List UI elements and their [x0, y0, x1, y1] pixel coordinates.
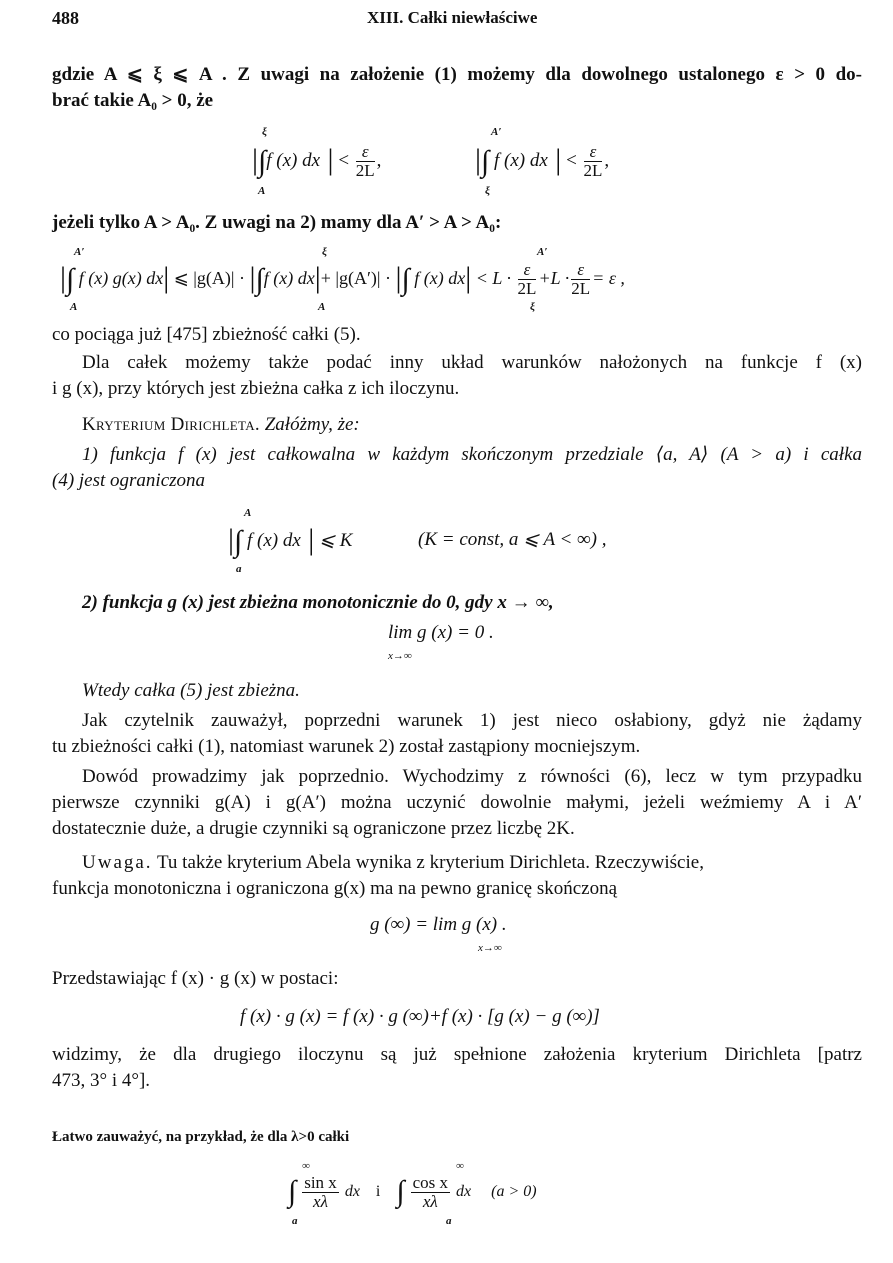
paragraph-line: 473, 3° i 4°].: [52, 1070, 151, 1091]
integral-lower-limit: a: [292, 1215, 298, 1227]
paragraph-line: Dowód prowadzimy jak poprzednio. Wychodzimy z równości (6), lecz w tym przypadku: [82, 766, 862, 787]
fraction-numerator: ε: [356, 143, 375, 162]
integral-upper-limit: A: [244, 507, 252, 519]
fraction-denominator: xλ: [422, 1191, 438, 1211]
integrand: f (x) dx: [414, 268, 466, 288]
bound-condition: (K = const, a ⩽ A < ∞) ,: [418, 529, 607, 550]
integral-lower-limit: a: [236, 563, 242, 575]
integrand: f (x) dx: [246, 530, 301, 551]
paragraph-line: Łatwo zauważyć, na przykład, że dla λ>0 całki: [52, 1129, 350, 1145]
parameter-condition: (a > 0): [491, 1183, 537, 1200]
limit-equation: g (∞) = lim g (x) .: [370, 914, 507, 935]
relation: <: [338, 150, 350, 171]
paragraph-line: Przedstawiając f (x) · g (x) w postaci:: [52, 968, 339, 989]
paragraph-line: Jak czytelnik zauważył, poprzedni warunek 1) jest nieco osłabiony, gdyż nie żądamy: [82, 710, 862, 731]
equation-left-part: |∫f (x) dx | < $\frac{\varepsilon}{2L}$ ,: [252, 142, 382, 181]
relation: + |g(A′)| ·: [320, 268, 391, 288]
page-number: 488: [52, 8, 79, 28]
remark-title: Uwaga.: [82, 852, 153, 873]
fraction-numerator: ε: [571, 261, 590, 280]
fraction-denominator: 2L: [571, 279, 591, 299]
equation-chain: |∫ f (x) g(x) dx| ⩽ |g(A)| · |∫f (x) dx|+ |g(A′)| · |∫ f (x) dx| < L · $\frac{\varepsilon}{2L}$ +L · $\frac{\varepsilon}{2L}$ = ε ,: [60, 260, 625, 299]
fraction-denominator: 2L: [517, 279, 537, 299]
integral-upper-limit: ξ: [322, 246, 327, 258]
paragraph-line: jeżeli tylko A > A₀. Z uwagi na 2) mamy dla A′ > A > A₀:: [52, 212, 502, 233]
remark-line: [52, 850, 892, 876]
criterion-intro: Załóżmy, że:: [264, 414, 360, 435]
relation: +L ·: [538, 268, 570, 288]
fraction-denominator: 2L: [583, 161, 603, 181]
limit-subscript: x→∞: [388, 650, 412, 662]
integral-upper-limit: A′: [74, 246, 85, 258]
fraction-denominator: xλ: [313, 1191, 328, 1211]
condition-line: 1) funkcja f (x) jest całkowalna w każdym skończonym przedziale ⟨a, A⟩ (A > a) i całka: [82, 444, 862, 465]
condition-line: 2) funkcja g (x) jest zbieżna monotonicznie do 0, gdy x → ∞,: [82, 592, 554, 613]
paragraph-line: funkcja monotoniczna i ograniczona g(x) ma na pewno granicę skończoną: [52, 878, 618, 899]
paragraph-line: gdzie A ⩽ ξ ⩽ A . Z uwagi na założenie (1) możemy dla dowolnego ustalonego ε > 0 do-: [52, 64, 862, 85]
integrand: f (x) g(x) dx: [78, 268, 164, 288]
integral-upper-limit: A′: [491, 126, 502, 138]
paragraph-line: brać takie A₀ > 0, że: [52, 90, 214, 111]
conjunction: i: [375, 1183, 381, 1200]
integral-lower-limit: ξ: [485, 185, 490, 197]
integral-upper-limit: A′: [537, 246, 548, 258]
decomposition-equation: f (x) · g (x) = f (x) · g (∞)+f (x) · [g (x) − g (∞)]: [240, 1006, 600, 1027]
integral-lower-limit: A: [318, 301, 326, 313]
paragraph-line: pierwsze czynniki g(A) i g(A′) można uczynić dowolnie małymi, jeżeli weźmiemy A i A′: [52, 792, 862, 813]
relation: ⩽ K: [319, 530, 353, 551]
integrand: f (x) dx: [266, 150, 321, 171]
equation-right-part: |∫ f (x) dx | < $\frac{\varepsilon}{2L}$ ,: [475, 142, 610, 181]
differential: dx: [456, 1183, 472, 1200]
paragraph-line: dostatecznie duże, a drugie czynniki są ograniczone przez liczbę 2K.: [52, 818, 575, 839]
integral-lower-limit: A: [258, 185, 266, 197]
integral-upper-limit: ξ: [262, 126, 267, 138]
fraction-numerator: ε: [584, 143, 603, 162]
fraction-numerator: sin x: [304, 1172, 337, 1192]
paragraph-line: widzimy, że dla drugiego iloczynu są już spełnione założenia kryterium Dirichleta [patrz: [52, 1044, 862, 1065]
integral-lower-limit: ξ: [530, 301, 535, 313]
condition-line: (4) jest ograniczona: [52, 470, 206, 491]
bounded-integral: |∫ f (x) dx | ⩽ K: [228, 523, 353, 558]
paragraph-line: tu zbieżności całki (1), natomiast warunek 2) został zastąpiony mocniejszym.: [52, 736, 641, 757]
paragraph-line: i g (x), przy których jest zbieżna całka z ich iloczynu.: [52, 378, 460, 399]
conclusion: Wtedy całka (5) jest zbieżna.: [82, 680, 300, 701]
fraction-denominator: 2L: [355, 161, 375, 181]
relation: ⩽ |g(A)| ·: [173, 268, 245, 288]
integrand: f (x) dx: [263, 268, 315, 288]
integral-upper-limit: ∞: [302, 1160, 310, 1172]
relation: = ε ,: [592, 268, 625, 288]
paragraph-line: co pociąga już [475] zbieżność całki (5).: [52, 324, 361, 345]
running-title: XIII. Całki niewłaściwe: [367, 8, 538, 27]
fraction-numerator: cos x: [412, 1172, 449, 1192]
criterion-heading: [52, 412, 892, 438]
limit-equation: lim g (x) = 0 .: [388, 622, 494, 643]
remark-text: Tu także kryterium Abela wynika z kryterium Dirichleta. Rzeczywiście,: [156, 852, 704, 873]
integral-upper-limit: ∞: [456, 1160, 464, 1172]
criterion-title: Kryterium Dirichleta.: [82, 414, 260, 435]
relation: < L ·: [475, 268, 512, 288]
limit-subscript: x→∞: [478, 942, 502, 954]
integral-lower-limit: a: [446, 1215, 452, 1227]
running-header: [52, 8, 863, 32]
fraction-numerator: ε: [518, 261, 537, 280]
integral-lower-limit: A: [70, 301, 78, 313]
relation: <: [566, 150, 577, 171]
differential: dx: [344, 1183, 360, 1200]
example-integrals: ∫ $\frac{\text{sin x}}{x\lambda}$ dx i ∫ $\frac{\text{cos x}}{x\lambda}$ dx (a > 0): [288, 1172, 537, 1211]
integrand: f (x) dx: [493, 150, 548, 171]
paragraph-line: Dla całek możemy także podać inny układ warunków nałożonych na funkcje f (x): [82, 352, 862, 373]
